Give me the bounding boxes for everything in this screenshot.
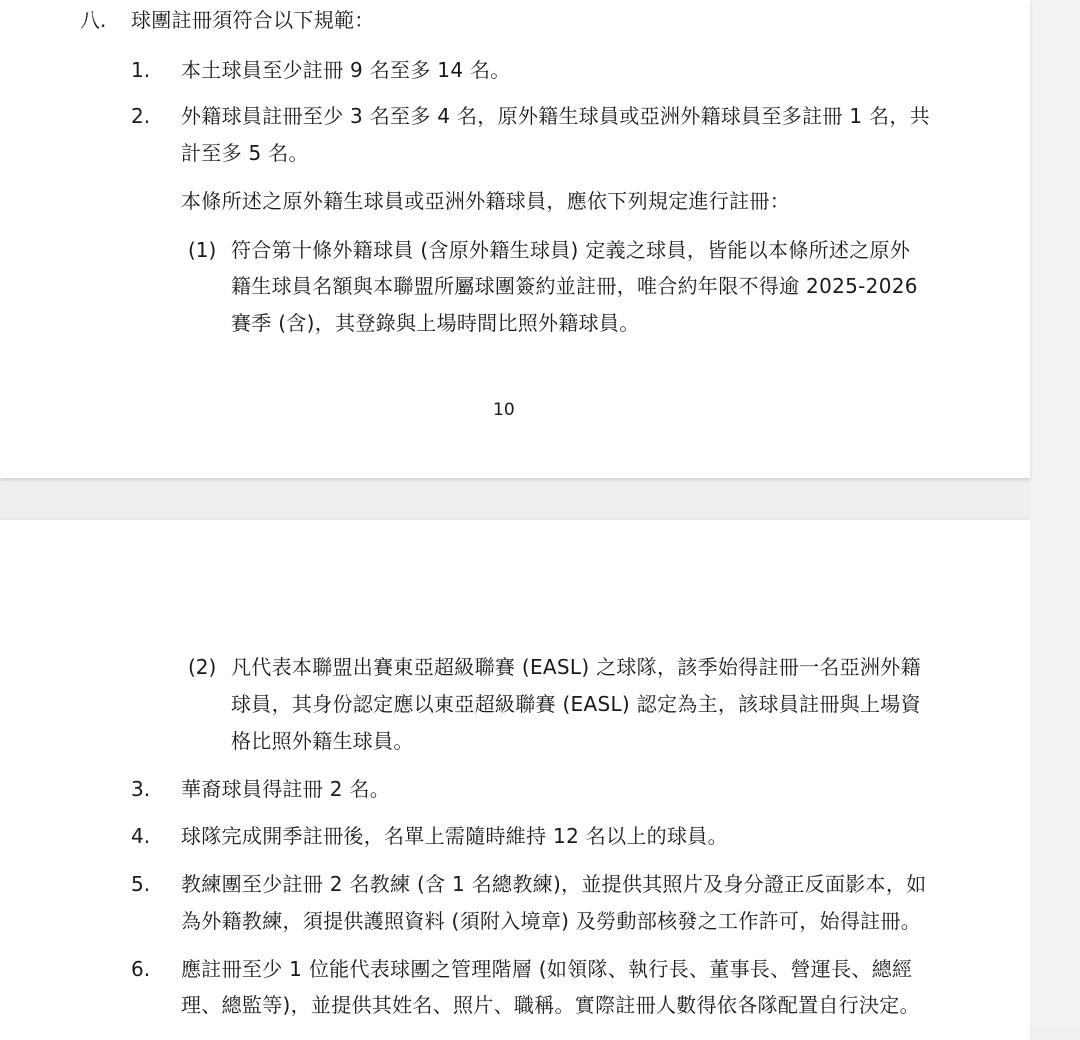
subitem-text-2-line-1: 凡代表本聯盟出賽東亞超級聯賽 (EASL) 之球隊，該季始得註冊一名亞洲外籍 <box>231 655 921 679</box>
document-page-11 <box>0 520 1030 1040</box>
item-number-2: 2. <box>131 104 151 128</box>
page-number: 10 <box>493 400 515 420</box>
item-number-6: 6. <box>131 957 151 981</box>
section-label: 八. <box>80 8 107 32</box>
subitem-number-1: (1) <box>188 238 217 262</box>
item-text-5-line-1: 教練團至少註冊 2 名教練 (含 1 名總教練)，並提供其照片及身分證正反面影本，如 <box>181 872 927 896</box>
item-number-3: 3. <box>131 777 151 801</box>
item-number-1: 1. <box>131 58 151 82</box>
section-title: 球團註冊須符合以下規範： <box>131 8 375 32</box>
item-number-4: 4. <box>131 824 151 848</box>
subitem-text-1-line-2: 籍生球員名額與本聯盟所屬球團簽約並註冊，唯合約年限不得逾 2025-2026 <box>231 274 918 298</box>
subitem-text-2-line-3: 格比照外籍生球員。 <box>231 729 414 753</box>
item-text-6-line-1: 應註冊至少 1 位能代表球團之管理階層 (如領隊、執行長、董事長、營運長、總經 <box>181 957 913 981</box>
item-number-5: 5. <box>131 872 151 896</box>
document-page-10 <box>0 0 1030 478</box>
subitem-number-2: (2) <box>188 655 217 679</box>
item-text-2-line-1: 外籍球員註冊至少 3 名至多 4 名，原外籍生球員或亞洲外籍球員至多註冊 1 名，共 <box>181 104 930 128</box>
item-text-3: 華裔球員得註冊 2 名。 <box>181 777 391 801</box>
item-text-6-line-2: 理、總監等)，並提供其姓名、照片、職稱。實際註冊人數得依各隊配置自行決定。 <box>181 993 920 1017</box>
subitem-text-2-line-2: 球員，其身份認定應以東亞超級聯賽 (EASL) 認定為主，該球員註冊與上場資 <box>231 692 921 716</box>
registration-note: 本條所述之原外籍生球員或亞洲外籍球員，應依下列規定進行註冊： <box>181 189 790 213</box>
item-text-5-line-2: 為外籍教練，須提供護照資料 (須附入境章) 及勞動部核發之工作許可，始得註冊。 <box>181 909 922 933</box>
viewer-side-margin <box>1030 0 1080 1028</box>
item-text-4: 球隊完成開季註冊後，名單上需隨時維持 12 名以上的球員。 <box>181 824 728 848</box>
item-text-2-line-2: 計至多 5 名。 <box>181 141 309 165</box>
subitem-text-1-line-1: 符合第十條外籍球員 (含原外籍生球員) 定義之球員，皆能以本條所述之原外 <box>231 238 911 262</box>
item-text-1: 本土球員至少註冊 9 名至多 14 名。 <box>181 58 511 82</box>
subitem-text-1-line-3: 賽季 (含)，其登錄與上場時間比照外籍球員。 <box>231 311 640 335</box>
